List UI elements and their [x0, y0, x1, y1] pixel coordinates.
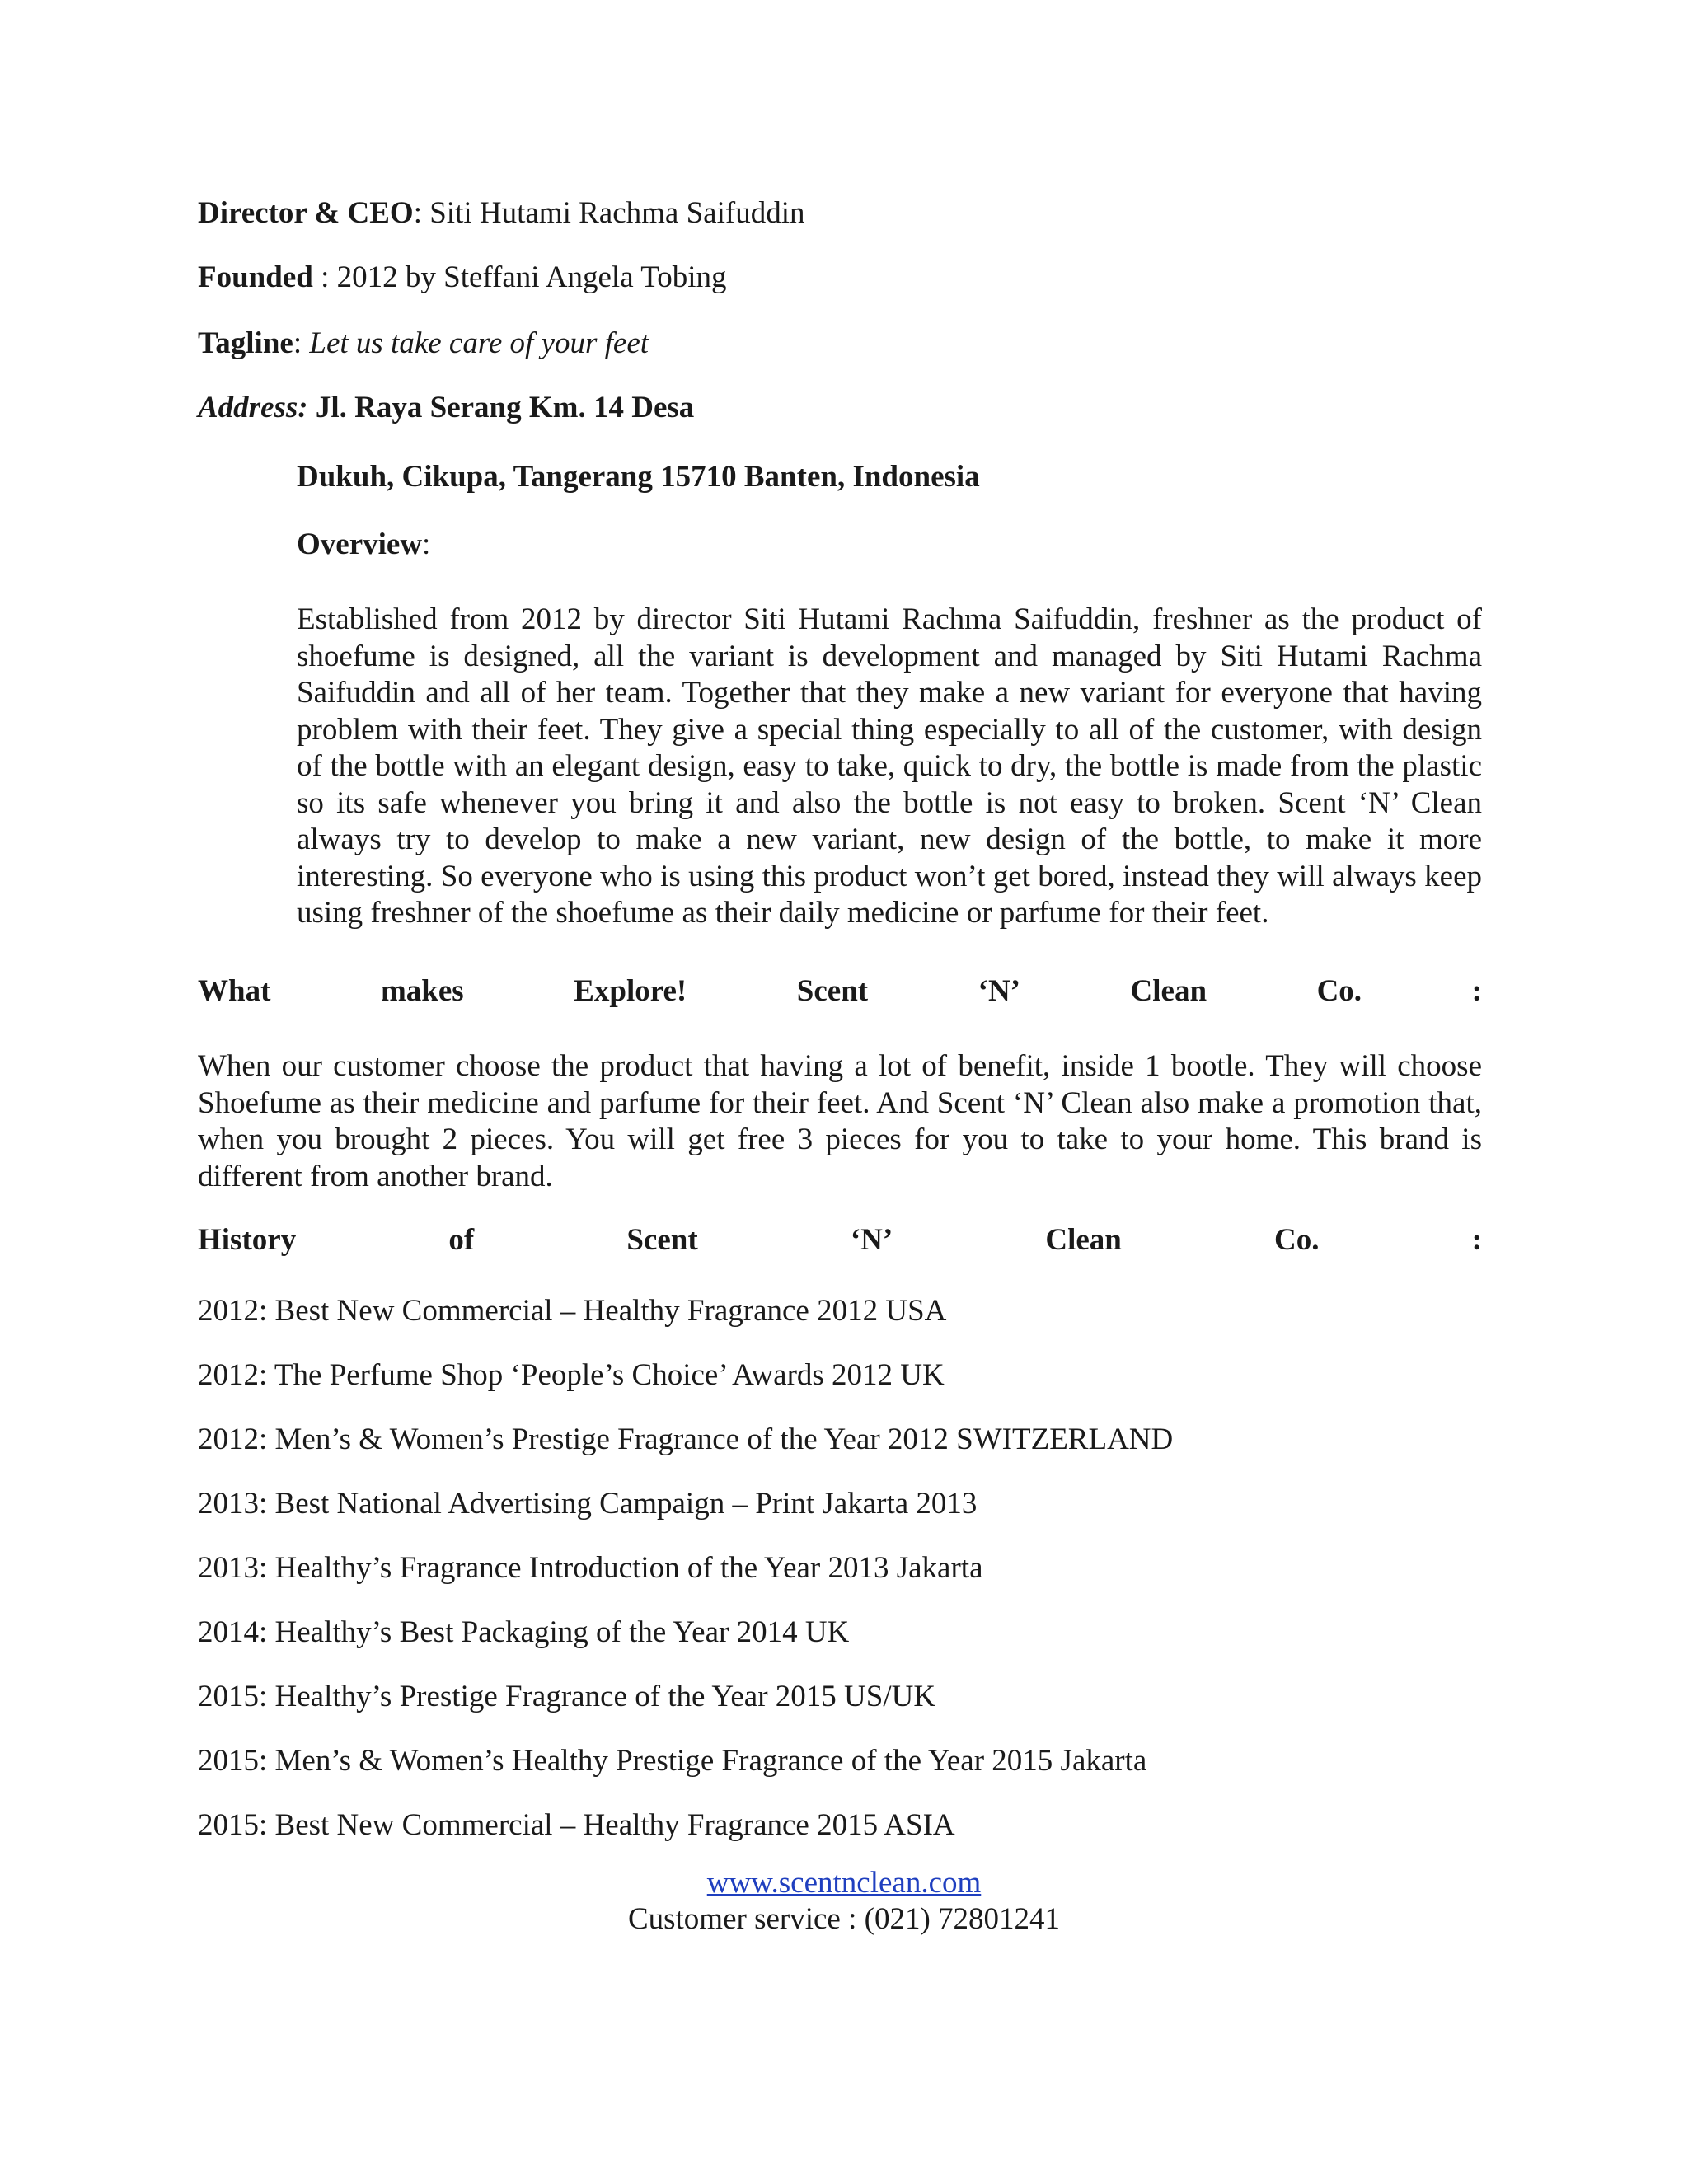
address-label: Address: [198, 391, 308, 424]
address-value-line1: Jl. Raya Serang Km. 14 Desa [307, 391, 695, 424]
director-line [198, 194, 804, 232]
award-item: 2013: Best National Advertising Campaign – Print Jakarta 2013 [198, 1487, 978, 1521]
address-line-2: Dukuh, Cikupa, Tangerang 15710 Banten, Indonesia [297, 460, 980, 494]
tagline-sep: : [293, 326, 310, 360]
overview-paragraph: Established from 2012 by director Siti Hutami Rachma Saifuddin, freshner as the product of shoefume is designed, all the variant is development and managed by Siti Hutami Rachma Saifuddin and all of her team. Together that they make a new variant for everyone that having problem with their feet. They give a special thing especially to all of the customer, with design of the bottle with an elegant design, easy to take, quick to dry, the bottle is made from the plastic so its safe whenever you bring it and also the bottle is not easy to broken. Scent ‘N’ Clean always try to develop to make a new variant, new design of the bottle, to make it more interesting. So everyone who is using this product won’t get bored, instead they will always keep using freshner of the shoefume as their daily medicine or parfume for their feet. [297, 602, 1482, 930]
history-word: Co. [1274, 1223, 1320, 1257]
tagline-label: Tagline [198, 326, 293, 360]
tagline-value: Let us take care of your feet [309, 326, 649, 360]
what-makes-word: What [198, 974, 271, 1008]
customer-service-line: Customer service : (021) 72801241 [627, 1902, 1061, 1936]
what-makes-heading [198, 972, 1482, 1010]
history-heading [198, 1221, 1482, 1259]
award-item: 2012: Men’s & Women’s Prestige Fragrance of the Year 2012 SWITZERLAND [198, 1422, 1174, 1456]
what-makes-word: Explore! [574, 974, 687, 1008]
award-item: 2015: Healthy’s Prestige Fragrance of the Year 2015 US/UK [198, 1680, 936, 1713]
history-word: History [198, 1223, 297, 1257]
award-item: 2014: Healthy’s Best Packaging of the Year 2014 UK [198, 1615, 850, 1649]
what-makes-word: ‘N’ [978, 974, 1021, 1008]
director-sep: : [413, 196, 430, 230]
history-word: Clean [1045, 1223, 1122, 1257]
award-item: 2013: Healthy’s Fragrance Introduction of the Year 2013 Jakarta [198, 1551, 983, 1585]
award-item: 2015: Best New Commercial – Healthy Fragrance 2015 ASIA [198, 1808, 955, 1842]
history-word: Scent [626, 1223, 698, 1257]
overview-heading [297, 526, 430, 564]
award-item: 2015: Men’s & Women’s Healthy Prestige Fragrance of the Year 2015 Jakarta [198, 1744, 1147, 1778]
overview-label: Overview [297, 527, 423, 561]
overview-colon: : [422, 527, 431, 561]
director-value: Siti Hutami Rachma Saifuddin [429, 196, 805, 230]
what-makes-paragraph: When our customer choose the product that having a lot of benefit, inside 1 bootle. They will choose Shoefume as their medicine and parfume for their feet. And Scent ‘N’ Clean also make a promotion that, when you brought 2 pieces. You will get free 3 pieces for you to take to your home. This brand is different from another brand. [198, 1049, 1482, 1193]
award-item: 2012: Best New Commercial – Healthy Fragrance 2012 USA [198, 1294, 947, 1328]
address-line-1 [198, 389, 694, 427]
award-item: 2012: The Perfume Shop ‘People’s Choice’ Awards 2012 UK [198, 1358, 945, 1392]
history-word: of [448, 1223, 475, 1257]
director-label: Director & CEO [198, 196, 414, 230]
founded-label: Founded [198, 260, 313, 294]
what-makes-word: Scent [796, 974, 869, 1008]
tagline-line [198, 325, 649, 363]
what-makes-word: makes [380, 974, 464, 1008]
founded-value: 2012 by Steffani Angela Tobing [336, 260, 727, 294]
what-makes-word: Co. [1316, 974, 1362, 1008]
history-word: ‘N’ [850, 1223, 893, 1257]
website-line [0, 1864, 1688, 1902]
what-makes-word: : [1471, 974, 1482, 1008]
website-link[interactable]: www.scentnclean.com [706, 1866, 982, 1900]
history-word: : [1471, 1223, 1482, 1257]
founded-line [198, 259, 727, 297]
what-makes-word: Clean [1130, 974, 1207, 1008]
founded-sep: : [312, 260, 337, 294]
